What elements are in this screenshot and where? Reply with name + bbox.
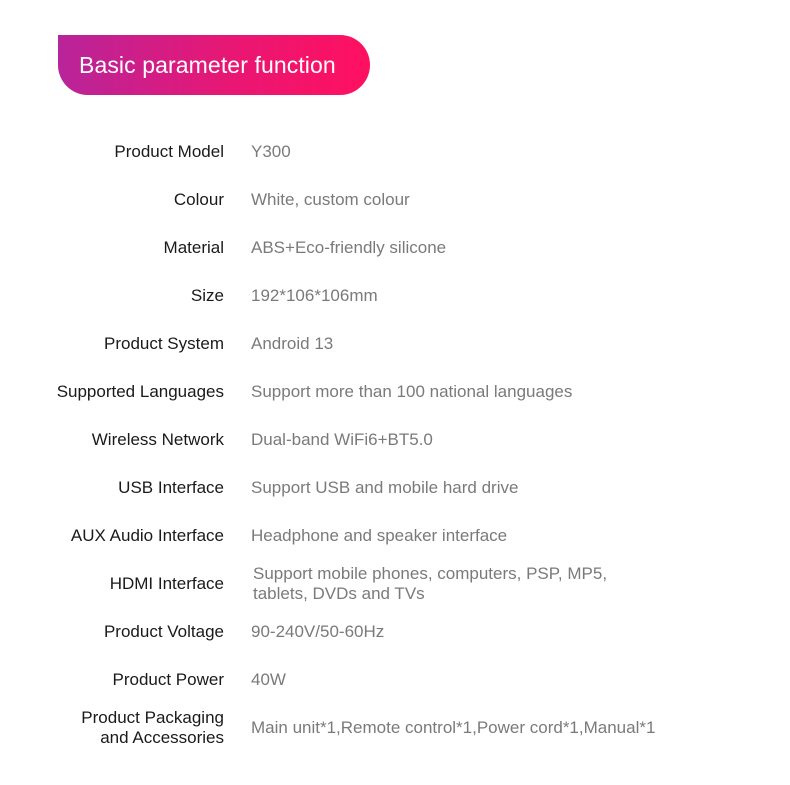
spec-label: USB Interface	[118, 478, 224, 497]
spec-row-aux-audio-interface	[0, 512, 790, 560]
spec-label: HDMI Interface	[109, 574, 224, 593]
spec-label: Material	[163, 238, 224, 257]
spec-row-supported-languages	[0, 368, 790, 416]
spec-table	[0, 128, 790, 752]
spec-value: ABS+Eco-friendly silicone	[251, 238, 447, 257]
section-banner	[58, 35, 370, 95]
spec-label: Product Voltage	[103, 622, 224, 641]
spec-row-colour	[0, 176, 790, 224]
spec-row-size	[0, 272, 790, 320]
spec-value: Support USB and mobile hard drive	[251, 478, 519, 497]
spec-label: Product System	[104, 334, 224, 353]
spec-value: 192*106*106mm	[251, 286, 378, 305]
spec-value: Headphone and speaker interface	[251, 526, 508, 545]
spec-value: 40W	[251, 670, 286, 689]
spec-label: Supported Languages	[56, 382, 224, 401]
spec-value: Support mobile phones, computers, PSP, MP5, tablets, DVDs and TVs	[253, 564, 608, 603]
spec-row-wireless-network	[0, 416, 790, 464]
spec-value: White, custom colour	[251, 190, 410, 209]
spec-label: Wireless Network	[91, 430, 224, 449]
spec-value: 90-240V/50-60Hz	[251, 622, 385, 641]
spec-label: Colour	[173, 190, 224, 209]
spec-row-usb-interface	[0, 464, 790, 512]
spec-value: Android 13	[251, 334, 334, 353]
section-title: Basic parameter function	[79, 51, 336, 78]
spec-label: AUX Audio Interface	[70, 526, 224, 545]
spec-label: Product Packaging and Accessories	[81, 708, 224, 747]
spec-value: Support more than 100 national languages	[251, 382, 573, 401]
spec-label: Size	[190, 286, 224, 305]
spec-row-product-power	[0, 656, 790, 704]
spec-label: Product Power	[112, 670, 224, 689]
spec-row-material	[0, 224, 790, 272]
spec-value: Main unit*1,Remote control*1,Power cord*1,Manual*1	[251, 718, 656, 737]
spec-value: Dual-band WiFi6+BT5.0	[251, 430, 433, 449]
spec-label: Product Model	[114, 142, 224, 161]
spec-value: Y300	[251, 142, 291, 161]
spec-row-product-model	[0, 128, 790, 176]
spec-row-hdmi-interface	[0, 560, 790, 608]
spec-row-packaging-accessories	[0, 704, 790, 752]
spec-row-product-voltage	[0, 608, 790, 656]
spec-row-product-system	[0, 320, 790, 368]
